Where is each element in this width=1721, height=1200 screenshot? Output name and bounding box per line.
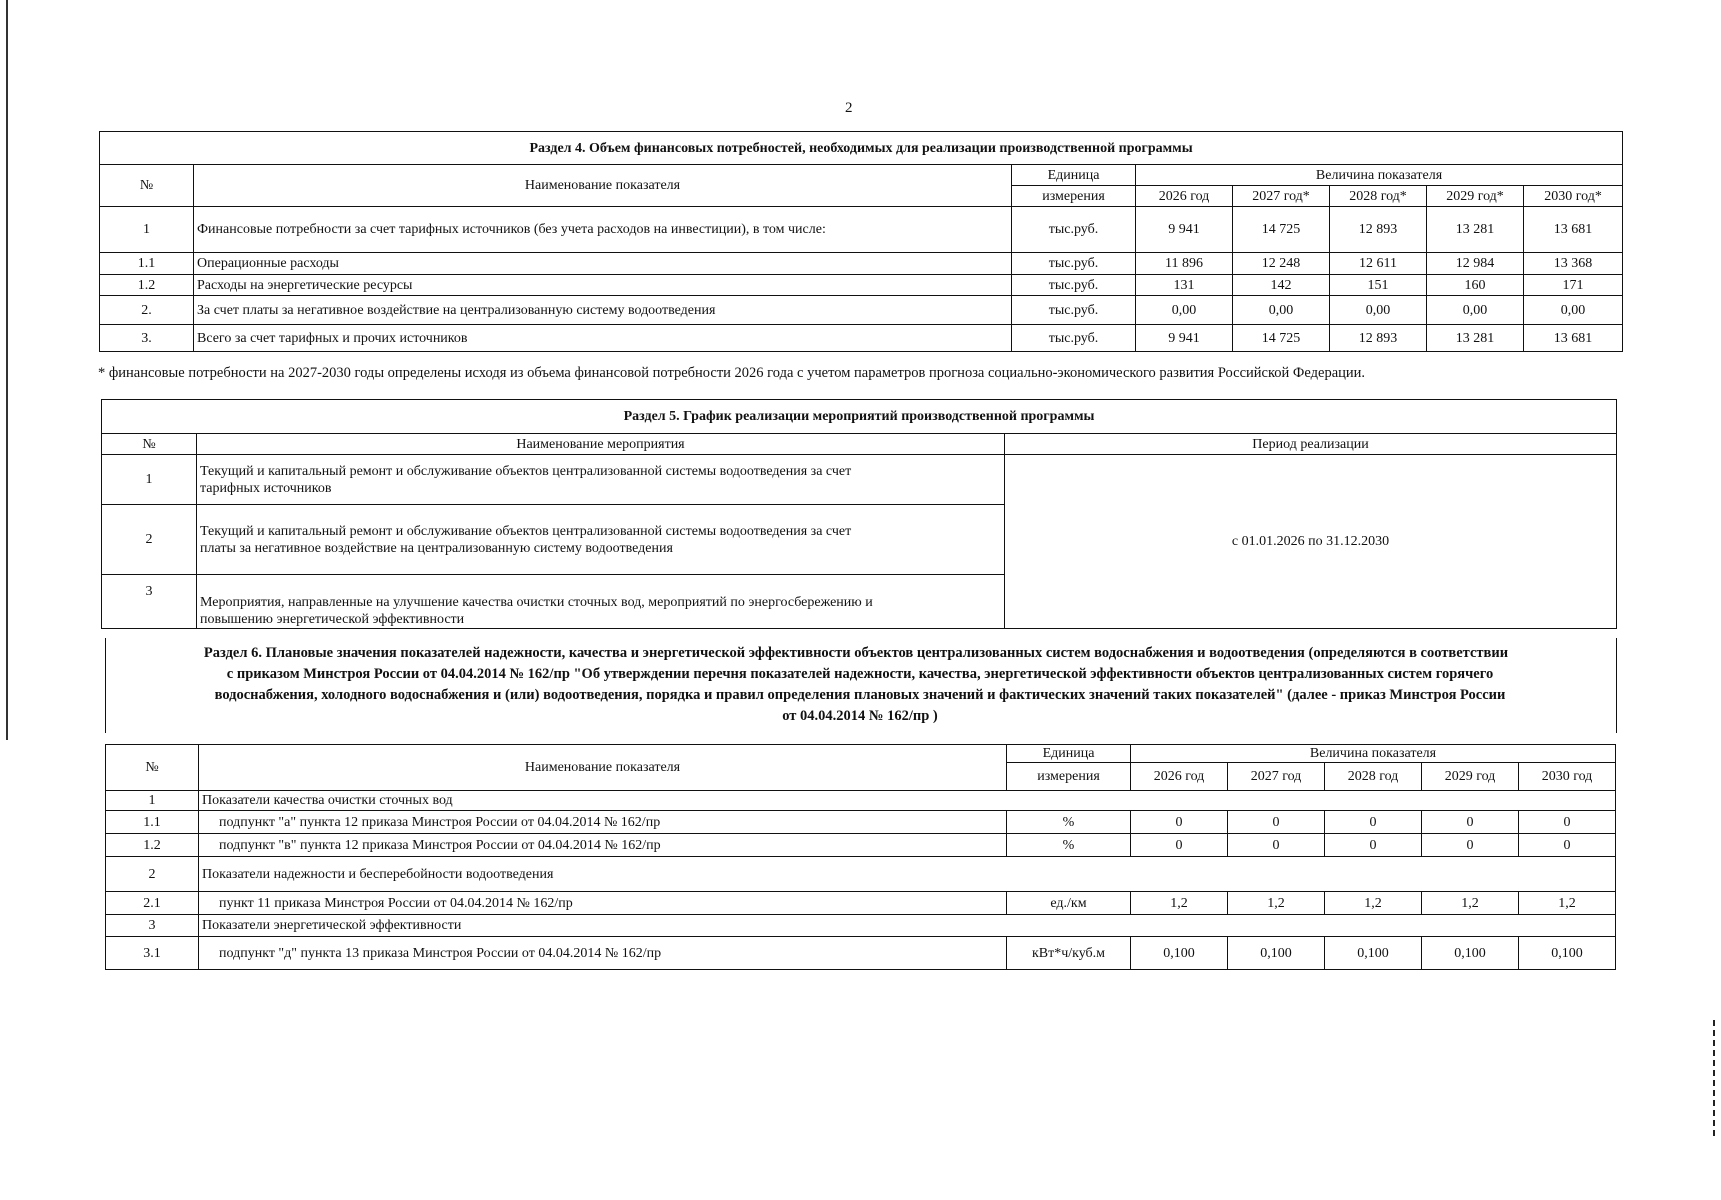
col-name-header: Наименование показателя [199, 745, 1007, 791]
row-unit: тыс.руб. [1012, 325, 1136, 352]
row-value: 0,100 [1131, 937, 1228, 970]
row-value: 0 [1228, 811, 1325, 834]
row-value: 12 611 [1330, 253, 1427, 275]
col-unit-header-1: Единица [1012, 165, 1136, 186]
col-num-header: № [100, 165, 194, 207]
row-name-line: Текущий и капитальный ремонт и обслуживание объектов централизованной системы водоотведения за счет [200, 463, 852, 479]
row-value: 0 [1228, 834, 1325, 857]
row-name: пункт 11 приказа Минстроя России от 04.04.2014 № 162/пр [199, 892, 1007, 915]
table-row [100, 325, 1623, 352]
row-value: 13 681 [1524, 325, 1623, 352]
row-name: Расходы на энергетические ресурсы [194, 275, 1012, 296]
row-num: 1 [100, 207, 194, 253]
section4-table [99, 131, 1623, 352]
row-name: подпункт "а" пункта 12 приказа Минстроя России от 04.04.2014 № 162/пр [199, 811, 1007, 834]
row-value: 14 725 [1233, 325, 1330, 352]
col-value-header: Величина показателя [1136, 165, 1623, 186]
row-name-line: платы за негативное воздействие на централизованную систему водоотведения [200, 540, 673, 556]
row-unit: тыс.руб. [1012, 296, 1136, 325]
row-value: 0,00 [1524, 296, 1623, 325]
row-value: 0,00 [1330, 296, 1427, 325]
year-header: 2026 год [1136, 186, 1233, 207]
col-period-header: Период реализации [1005, 434, 1617, 455]
section6-table [105, 744, 1616, 970]
row-value: 1,2 [1131, 892, 1228, 915]
row-num: 1.2 [100, 275, 194, 296]
section6-title-line: Раздел 6. Плановые значения показателей надежности, качества и энергетической эффективности объектов централизованных систем водоснабжения и водоотведения (определяются в соответствии [203, 645, 1509, 661]
row-value: 0,100 [1422, 937, 1519, 970]
page-number: 2 [845, 100, 853, 116]
row-value: 14 725 [1233, 207, 1330, 253]
col-name-header: Наименование мероприятия [197, 434, 1005, 455]
row-value: 1,2 [1228, 892, 1325, 915]
row-value: 12 893 [1330, 207, 1427, 253]
row-value: 13 681 [1524, 207, 1623, 253]
row-value: 1,2 [1325, 892, 1422, 915]
year-header: 2030 год* [1524, 186, 1623, 207]
row-num: 1.2 [106, 834, 199, 857]
year-header: 2027 год* [1233, 186, 1330, 207]
row-name: Операционные расходы [194, 253, 1012, 275]
row-name-line: тарифных источников [200, 480, 332, 496]
year-header: 2027 год [1228, 763, 1325, 791]
row-value: 0 [1131, 811, 1228, 834]
period-cell: с 01.01.2026 по 31.12.2030 [1005, 455, 1617, 629]
row-value: 12 893 [1330, 325, 1427, 352]
row-unit: ед./км [1007, 892, 1131, 915]
row-name: Финансовые потребности за счет тарифных источников (без учета расходов на инвестиции), в том числе: [194, 207, 1012, 253]
row-value: 0 [1422, 834, 1519, 857]
row-value: 0,00 [1136, 296, 1233, 325]
year-header: 2028 год [1325, 763, 1422, 791]
row-unit: тыс.руб. [1012, 253, 1136, 275]
row-value: 13 281 [1427, 325, 1524, 352]
row-value: 12 984 [1427, 253, 1524, 275]
col-name-header: Наименование показателя [194, 165, 1012, 207]
row-name: Всего за счет тарифных и прочих источников [194, 325, 1012, 352]
section6-title-line: с приказом Минстроя России от 04.04.2014 № 162/пр "Об утверждении перечня показателей надежности, качества, энергетической эффективности объектов централизованных систем горячего [226, 666, 1494, 682]
table-row [100, 253, 1623, 275]
row-value: 0 [1519, 811, 1616, 834]
row-name-line: Текущий и капитальный ремонт и обслуживание объектов централизованной системы водоотведения за счет [200, 523, 852, 539]
row-value: 1,2 [1422, 892, 1519, 915]
row-value: 0 [1519, 834, 1616, 857]
section6-title-line: от 04.04.2014 № 162/пр ) [782, 708, 938, 724]
table-row [106, 791, 1616, 811]
row-value: 13 368 [1524, 253, 1623, 275]
row-num: 2.1 [106, 892, 199, 915]
row-value: 142 [1233, 275, 1330, 296]
row-value: 151 [1330, 275, 1427, 296]
section6-title-line: водоснабжения, холодного водоснабжения и (или) водоотведения, порядка и правил определения плановых значений и фактических значений таких показателей" (далее - приказ Минстроя России [214, 687, 1506, 703]
row-value: 9 941 [1136, 207, 1233, 253]
row-value: 0 [1325, 811, 1422, 834]
row-num: 1 [106, 791, 199, 811]
row-value: 0,00 [1233, 296, 1330, 325]
scan-edge-mark [0, 0, 8, 740]
row-num: 3.1 [106, 937, 199, 970]
section4-footnote: * финансовые потребности на 2027-2030 годы определены исходя из объема финансовой потребности 2026 года с учетом параметров прогноза социально-экономического развития Российской Федерации. [98, 365, 1366, 381]
group-name: Показатели качества очистки сточных вод [199, 791, 1616, 811]
row-num: 1.1 [100, 253, 194, 275]
row-unit: тыс.руб. [1012, 207, 1136, 253]
year-header: 2030 год [1519, 763, 1616, 791]
row-num: 3 [102, 575, 197, 629]
row-name-line: повышению энергетической эффективности [200, 612, 465, 627]
row-unit: кВт*ч/куб.м [1007, 937, 1131, 970]
row-value: 0,100 [1325, 937, 1422, 970]
section4-title: Раздел 4. Объем финансовых потребностей, необходимых для реализации производственной программы [100, 132, 1623, 165]
row-value: 160 [1427, 275, 1524, 296]
row-unit: тыс.руб. [1012, 275, 1136, 296]
col-unit-header-1: Единица [1007, 745, 1131, 763]
row-value: 0 [1422, 811, 1519, 834]
table-row [106, 834, 1616, 857]
col-value-header: Величина показателя [1131, 745, 1616, 763]
row-name: подпункт "д" пункта 13 приказа Минстроя России от 04.04.2014 № 162/пр [199, 937, 1007, 970]
row-value: 0 [1325, 834, 1422, 857]
row-unit: % [1007, 834, 1131, 857]
row-value: 11 896 [1136, 253, 1233, 275]
row-name: подпункт "в" пункта 12 приказа Минстроя России от 04.04.2014 № 162/пр [199, 834, 1007, 857]
row-value: 1,2 [1519, 892, 1616, 915]
year-header: 2028 год* [1330, 186, 1427, 207]
table-row [100, 275, 1623, 296]
col-unit-header-2: измерения [1012, 186, 1136, 207]
table-row [102, 455, 1617, 505]
row-value: 13 281 [1427, 207, 1524, 253]
table-row [106, 937, 1616, 970]
row-num: 2 [106, 857, 199, 892]
table-row [106, 811, 1616, 834]
section5-title: Раздел 5. График реализации мероприятий производственной программы [102, 400, 1617, 434]
row-value: 12 248 [1233, 253, 1330, 275]
row-value: 0 [1131, 834, 1228, 857]
table-row [106, 857, 1616, 892]
row-name-line: Мероприятия, направленные на улучшение качества очистки сточных вод, мероприятий по энергосбережению и [200, 595, 873, 610]
row-name: За счет платы за негативное воздействие на централизованную систему водоотведения [194, 296, 1012, 325]
col-num-header: № [102, 434, 197, 455]
col-num-header: № [106, 745, 199, 791]
row-unit: % [1007, 811, 1131, 834]
group-name: Показатели энергетической эффективности [199, 915, 1616, 937]
row-value: 0,100 [1519, 937, 1616, 970]
row-value: 0,00 [1427, 296, 1524, 325]
section5-table [101, 399, 1617, 629]
row-num: 3 [106, 915, 199, 937]
col-unit-header-2: измерения [1007, 763, 1131, 791]
table-row [106, 915, 1616, 937]
row-num: 2 [102, 505, 197, 575]
row-name [197, 505, 1005, 575]
row-value: 131 [1136, 275, 1233, 296]
row-num: 2. [100, 296, 194, 325]
row-value: 171 [1524, 275, 1623, 296]
table-row [106, 892, 1616, 915]
row-name [197, 575, 1005, 629]
table-row [100, 296, 1623, 325]
year-header: 2029 год* [1427, 186, 1524, 207]
group-name: Показатели надежности и бесперебойности водоотведения [199, 857, 1616, 892]
row-value: 9 941 [1136, 325, 1233, 352]
row-value: 0,100 [1228, 937, 1325, 970]
row-name [197, 455, 1005, 505]
table-row [100, 207, 1623, 253]
section6-title [105, 643, 1615, 727]
year-header: 2029 год [1422, 763, 1519, 791]
scan-edge-mark-right [1713, 1020, 1715, 1140]
row-num: 3. [100, 325, 194, 352]
row-num: 1.1 [106, 811, 199, 834]
year-header: 2026 год [1131, 763, 1228, 791]
row-num: 1 [102, 455, 197, 505]
